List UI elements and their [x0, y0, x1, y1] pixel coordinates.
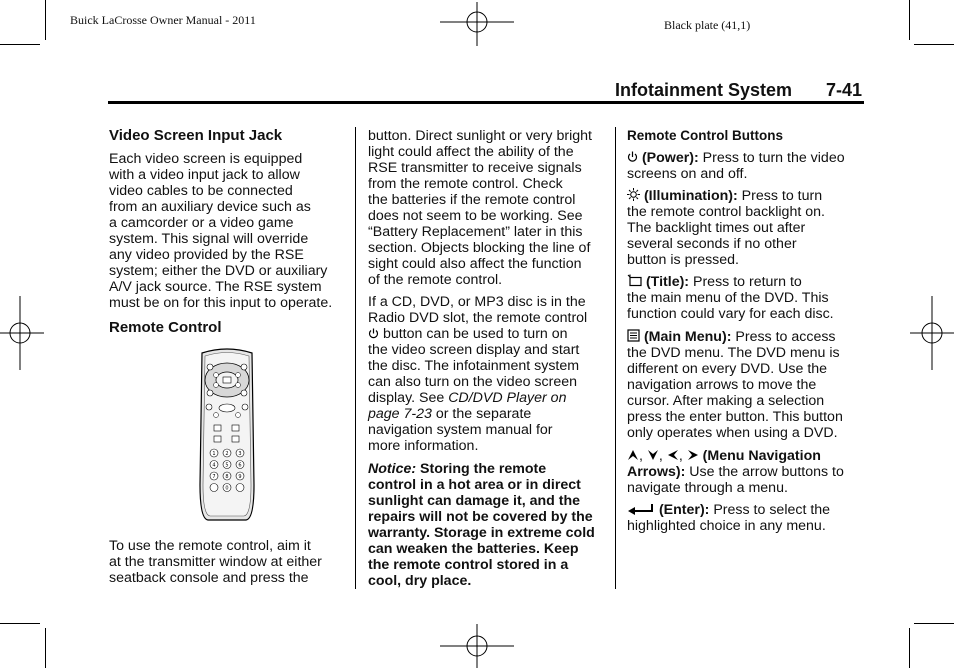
column-2 — [368, 128, 608, 589]
text-line: the disc. The infotainment system — [368, 358, 580, 374]
menu-label: (Main Menu): — [643, 329, 732, 345]
text-line: sight could also affect the function — [368, 256, 582, 272]
text-line: system; either the DVD or auxiliary — [109, 263, 328, 279]
text-span: Press to turn — [737, 188, 823, 204]
text-line: Radio DVD slot, the remote control — [368, 310, 588, 326]
text-line — [627, 274, 863, 290]
text-line: the remote control backlight on. — [627, 204, 825, 220]
text-line — [368, 406, 608, 422]
remote-key — [236, 484, 244, 492]
text-line: The backlight times out after — [627, 220, 806, 236]
remote-key-label: 6 — [238, 462, 242, 469]
text-line: light could affect the ability of the — [368, 144, 574, 160]
text-line: cursor. After making a selection — [627, 393, 825, 409]
text-line — [368, 390, 608, 406]
text-line — [627, 329, 863, 345]
remote-key-label: 1 — [212, 450, 216, 457]
text-line: If a CD, DVD, or MP3 disc is in the — [368, 294, 586, 310]
item-power — [627, 150, 863, 182]
enter-icon — [627, 503, 655, 515]
text-span: Press to turn the video — [698, 150, 845, 166]
arrow-down-icon — [647, 449, 659, 461]
notice-block — [368, 461, 608, 589]
text-line: RSE transmitter to receive signals — [368, 160, 582, 176]
text-span: Storing the remote — [416, 461, 547, 477]
crop-mark — [45, 628, 46, 668]
remote-key-label: 0 — [225, 485, 229, 492]
text-line: repairs will not be covered by the — [368, 509, 593, 525]
crop-mark — [909, 628, 910, 668]
registration-mark — [910, 296, 954, 370]
menu-icon — [627, 329, 640, 342]
crop-mark — [45, 0, 46, 40]
crop-mark — [914, 44, 954, 45]
item-title — [627, 274, 863, 322]
text-line: with a video input jack to allow — [109, 167, 300, 183]
text-line: video cables to be connected — [109, 183, 293, 199]
heading-remote-buttons: Remote Control Buttons — [627, 128, 783, 143]
text-line: section. Objects blocking the line of — [368, 240, 591, 256]
text-line: system. This signal will override — [109, 231, 309, 247]
header-rule — [108, 101, 864, 104]
item-enter — [627, 502, 863, 534]
cross-reference-link[interactable]: page 7-23 — [368, 406, 432, 422]
paragraph-remote-aim — [109, 538, 349, 586]
text-line: A/V jack source. The RSE system — [109, 279, 322, 295]
text-line: can weaken the batteries. Keep — [368, 541, 579, 557]
remote-control-illustration — [196, 345, 258, 523]
navigation-label: Arrows): — [627, 464, 686, 480]
item-main-menu — [627, 329, 863, 441]
remote-key-label: 5 — [225, 462, 229, 469]
text-line — [368, 461, 608, 477]
text-line: “Battery Replacement” later in this — [368, 224, 583, 240]
text-line: more information. — [368, 438, 479, 454]
remote-key — [210, 484, 218, 492]
remote-key-label: 7 — [212, 473, 216, 480]
text-line — [627, 448, 863, 464]
text-line: does not seem to be working. See — [368, 208, 583, 224]
text-span: Use the arrow buttons to — [685, 464, 844, 480]
text-line: Each video screen is equipped — [109, 151, 303, 167]
text-line — [627, 188, 863, 204]
section-title: Infotainment System — [615, 80, 793, 100]
title-icon — [627, 274, 642, 287]
text-line: button. Direct sunlight or very bright — [368, 128, 592, 144]
text-line — [368, 326, 608, 342]
crop-mark — [0, 44, 40, 45]
text-span: , — [678, 448, 683, 464]
text-line: the main menu of the DVD. This — [627, 290, 829, 306]
paragraph-video-input — [109, 151, 349, 311]
text-span: , — [658, 448, 663, 464]
arrow-up-icon — [627, 449, 639, 461]
text-span: button can be used to turn on — [382, 326, 568, 342]
text-line: highlighted choice in any menu. — [627, 518, 826, 534]
registration-mark — [0, 296, 44, 370]
column-3 — [627, 128, 863, 534]
text-line — [627, 502, 863, 518]
text-line: the video screen display and start — [368, 342, 580, 358]
remote-key-label: 8 — [225, 473, 229, 480]
text-line: any video provided by the RSE — [109, 247, 304, 263]
text-line: navigation arrows to move the — [627, 377, 817, 393]
title-label: (Title): — [645, 274, 690, 290]
heading-video-input: Video Screen Input Jack — [109, 127, 283, 144]
text-line: screens on and off. — [627, 166, 748, 182]
illumination-icon — [627, 188, 640, 201]
column-1 — [109, 127, 349, 343]
text-line: navigate through a menu. — [627, 480, 788, 496]
text-line — [627, 150, 863, 166]
illumination-label: (Illumination): — [643, 188, 738, 204]
manual-title: Buick LaCrosse Owner Manual - 2011 — [70, 13, 256, 27]
text-line: the remote control stored in a — [368, 557, 569, 573]
remote-key-label: 9 — [238, 473, 242, 480]
power-icon — [627, 151, 638, 163]
text-line: the batteries if the remote control — [368, 192, 576, 208]
text-span: , — [639, 448, 643, 464]
text-line: several seconds if no other — [627, 236, 797, 252]
text-line: from the remote control. Check — [368, 176, 563, 192]
registration-mark — [440, 624, 514, 668]
power-label: (Power): — [641, 150, 699, 166]
crop-mark — [0, 623, 40, 624]
item-navigation-arrows — [627, 448, 863, 496]
remote-key-label: 4 — [212, 462, 216, 469]
heading-remote-control: Remote Control — [109, 319, 222, 336]
paragraph-disc — [368, 294, 608, 454]
text-line: the DVD menu. The DVD menu is — [627, 345, 840, 361]
column-divider — [355, 127, 356, 589]
text-line: navigation system manual for — [368, 422, 553, 438]
crop-mark — [914, 623, 954, 624]
text-line: of the remote control. — [368, 272, 503, 288]
text-line — [627, 464, 863, 480]
page-number: 7-41 — [826, 80, 863, 100]
column-divider — [615, 127, 616, 589]
navigation-label: (Menu Navigation — [702, 448, 821, 464]
text-line: must be on for this input to operate. — [109, 295, 333, 311]
text-span: Press to return to — [689, 274, 802, 290]
notice-label: Notice: — [368, 461, 417, 477]
arrow-right-icon — [687, 449, 699, 461]
enter-label: (Enter): — [658, 502, 710, 518]
plate-label: Black plate (41,1) — [664, 18, 751, 32]
text-line: warranty. Storage in extreme cold — [368, 525, 595, 541]
text-line: a camcorder or a video game — [109, 215, 294, 231]
text-line: function could vary for each disc. — [627, 306, 834, 322]
text-line: press the enter button. This button — [627, 409, 843, 425]
registration-mark — [440, 2, 514, 46]
text-line: from an auxiliary device such as — [109, 199, 311, 215]
crop-mark — [909, 0, 910, 40]
power-icon — [368, 328, 379, 339]
text-line: can also turn on the video screen — [368, 374, 578, 390]
paragraph-sunlight — [368, 128, 608, 288]
arrow-left-icon — [667, 449, 679, 461]
text-line: seatback console and press the — [109, 570, 309, 586]
text-line: To use the remote control, aim it — [109, 538, 311, 554]
remote-key-label: 3 — [238, 450, 242, 457]
text-line: sunlight can damage it, and the — [368, 493, 581, 509]
cross-reference-link[interactable]: CD/DVD Player on — [448, 390, 567, 406]
text-line: different on every DVD. Use the — [627, 361, 828, 377]
text-line: control in a hot area or in direct — [368, 477, 581, 493]
text-span: or the separate — [431, 406, 532, 422]
text-span: Press to access — [731, 329, 836, 345]
text-span: display. See — [368, 390, 449, 406]
text-line: button is pressed. — [627, 252, 739, 268]
remote-key-label: 2 — [225, 450, 229, 457]
text-line: at the transmitter window at either — [109, 554, 322, 570]
text-line: cool, dry place. — [368, 573, 472, 589]
text-line: only operates when using a DVD. — [627, 425, 838, 441]
text-span: Press to select the — [709, 502, 831, 518]
item-illumination — [627, 188, 863, 268]
